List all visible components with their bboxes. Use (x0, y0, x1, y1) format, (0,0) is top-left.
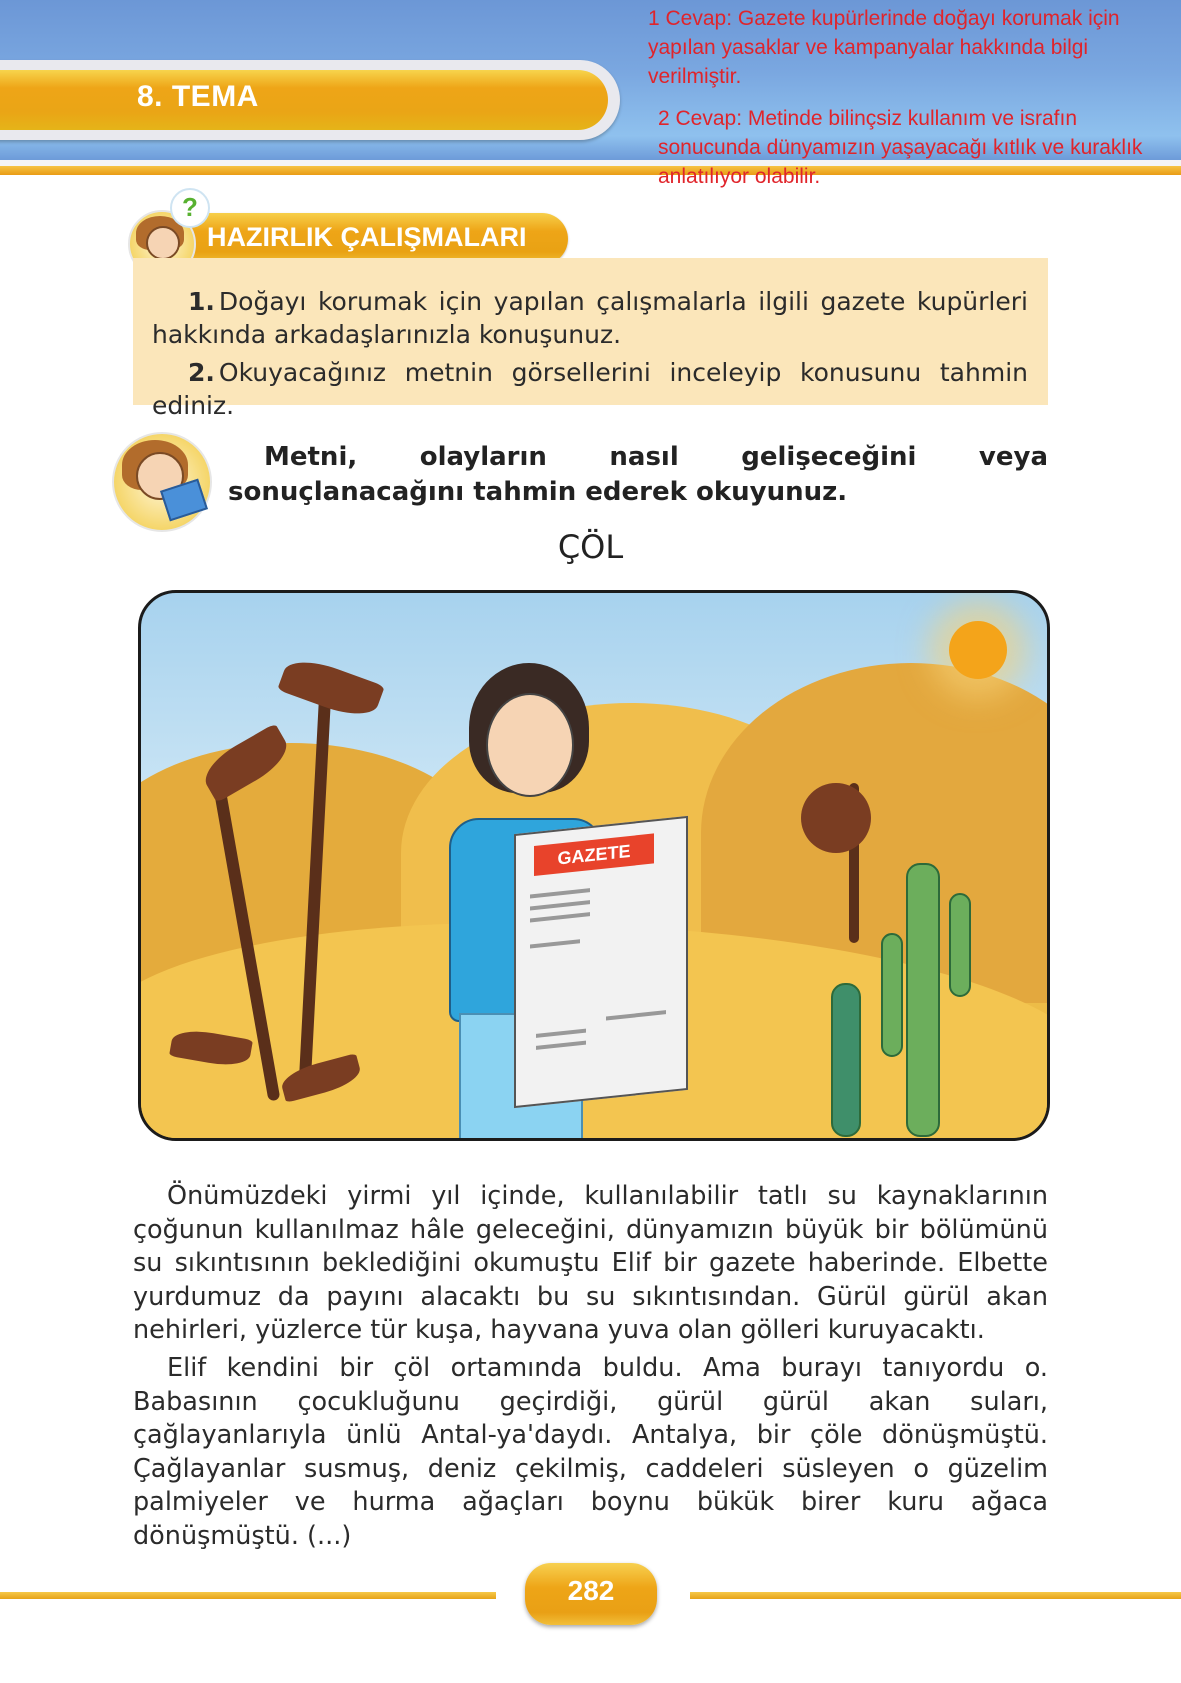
paragraph-text: Önümüzdeki yirmi yıl içinde, kullanılabilir tatlı su kaynaklarının çoğunun kullanılmaz hâle geleceğini, dünyamızın büyük bir bölümünü su sıkıntısının beklediğini okumuştu Elif bir gazete haberinde. Elbette yurdumuz da payını alacaktı bu su sıkıntısından. Gürül gürül akan nehirleri, yüzlerce tür kuşa, hayvana yuva olan gölleri kuruyacaktı. (133, 1181, 1048, 1345)
story-paragraph-2 (133, 1352, 1048, 1553)
paragraph-text: Elif kendini bir çöl ortamında buldu. Ama burayı tanıyordu o. Babasının çocukluğunu geçirdiği, gürül gürül akan suları, çağlayanlarıyla ünlü Antal-ya'daydı. Antalya, bir çöle dönüşmüştü. Çağlayanlar susmuş, deniz çekilmiş, caddeleri süsleyen o güzelim palmiyeler ve hurma ağaçları boynu bükük birer kuru ağaca dönüşmüştü. (...) (133, 1353, 1048, 1551)
reading-girl-avatar (112, 432, 212, 532)
newspaper-headline: GAZETE (534, 833, 654, 876)
item-number: 2. (188, 358, 215, 387)
tall-cactus (906, 863, 940, 1137)
newspaper-text-line (606, 1010, 666, 1020)
cactus (831, 983, 861, 1137)
preparation-item-1 (152, 285, 1028, 351)
newspaper-text-line (536, 1041, 586, 1050)
wilted-palm-crown (801, 783, 871, 853)
footer-divider-right (690, 1592, 1181, 1599)
footer-divider-left (0, 1592, 496, 1599)
preparation-title: HAZIRLIK ÇALIŞMALARI (207, 222, 527, 252)
newspaper-text-line (530, 900, 590, 910)
newspaper-text-line (530, 912, 590, 922)
page-number: 282 (567, 1575, 615, 1606)
answer-2-text: 2 Cevap: Metinde bilinçsiz kullanım ve israfın sonucunda dünyamızın yaşayacağı kıtlık ve kuraklık anlatılıyor olabilir. (658, 107, 1143, 188)
girl-face-icon (146, 226, 180, 260)
reading-instruction (228, 440, 1048, 510)
cactus-arm (949, 893, 971, 997)
instruction-text: Metni, olayların nasıl gelişeceğini veya sonuçlanacağını tahmin ederek okuyunuz. (228, 442, 1048, 507)
dried-palm-frond (277, 652, 385, 724)
newspaper-text-line (530, 888, 590, 898)
theme-label: 8. TEMA (137, 80, 259, 113)
cactus-arm (881, 933, 903, 1057)
theme-pill (0, 70, 608, 130)
item-text: Okuyacağınız metnin görsellerini inceleyip konusunu tahmin ediniz. (152, 358, 1028, 420)
desert-illustration (138, 590, 1050, 1141)
story-paragraph-1 (133, 1180, 1048, 1348)
newspaper (514, 816, 688, 1108)
sun-icon (949, 621, 1007, 679)
item-number: 1. (188, 287, 215, 316)
item-text: Doğayı korumak için yapılan çalışmalarla ilgili gazete kupürleri hakkında arkadaşlarınızla konuşunuz. (152, 287, 1028, 349)
preparation-item-2 (152, 356, 1028, 422)
newspaper-text-line (536, 1029, 586, 1038)
question-mark-icon: ? (170, 188, 210, 228)
newspaper-text-line (530, 939, 580, 948)
girl-face (486, 693, 574, 797)
story-title: ÇÖL (557, 528, 624, 566)
answer-1-text: 1 Cevap: Gazete kupürlerinde doğayı korumak için yapılan yasaklar ve kampanyalar hakkında bilgi verilmiştir. (648, 7, 1120, 88)
